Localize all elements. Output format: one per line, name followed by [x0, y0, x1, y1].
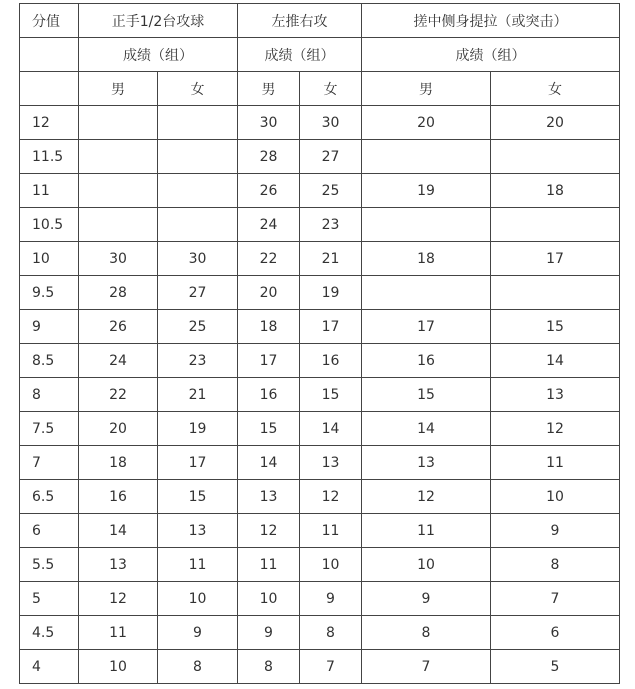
- cell-event3-male: 9: [362, 582, 491, 616]
- cell-event1-female: 10: [158, 582, 238, 616]
- cell-score: 10.5: [20, 208, 79, 242]
- cell-event3-female: 8: [491, 548, 620, 582]
- cell-event2-female: 30: [300, 106, 362, 140]
- cell-score: 6: [20, 514, 79, 548]
- cell-event1-male: 28: [79, 276, 158, 310]
- cell-event2-female: 7: [300, 650, 362, 684]
- cell-event3-male: 17: [362, 310, 491, 344]
- cell-event1-male: 10: [79, 650, 158, 684]
- table-row: [20, 310, 620, 344]
- cell-event2-female: 16: [300, 344, 362, 378]
- header-female-event3: 女: [491, 72, 620, 106]
- cell-event2-male: 24: [238, 208, 300, 242]
- header-event-forehand-half-table: 正手1/2台攻球: [79, 4, 238, 38]
- table-row: [20, 208, 620, 242]
- header-row-events: [20, 4, 620, 38]
- header-event-push-attack: 左推右攻: [238, 4, 362, 38]
- cell-event3-male: 15: [362, 378, 491, 412]
- cell-event1-female: 30: [158, 242, 238, 276]
- cell-event2-female: 10: [300, 548, 362, 582]
- cell-event3-male: 12: [362, 480, 491, 514]
- cell-event2-female: 14: [300, 412, 362, 446]
- cell-event3-female: 11: [491, 446, 620, 480]
- cell-event3-male: 13: [362, 446, 491, 480]
- cell-event1-male: 11: [79, 616, 158, 650]
- cell-event2-male: 11: [238, 548, 300, 582]
- cell-event3-male: 19: [362, 174, 491, 208]
- cell-event2-female: 9: [300, 582, 362, 616]
- cell-score: 4.5: [20, 616, 79, 650]
- cell-score: 12: [20, 106, 79, 140]
- cell-event3-female: 13: [491, 378, 620, 412]
- table-row: [20, 446, 620, 480]
- header-female-event2: 女: [300, 72, 362, 106]
- cell-event2-female: 8: [300, 616, 362, 650]
- cell-event1-male: 22: [79, 378, 158, 412]
- cell-event2-male: 15: [238, 412, 300, 446]
- table-row: [20, 616, 620, 650]
- cell-event1-female: 23: [158, 344, 238, 378]
- cell-event1-female: 11: [158, 548, 238, 582]
- cell-event1-female: 17: [158, 446, 238, 480]
- header-empty-cell: [20, 72, 79, 106]
- cell-event1-male: 14: [79, 514, 158, 548]
- header-result-event3: 成绩（组）: [362, 38, 620, 72]
- cell-event3-female: 10: [491, 480, 620, 514]
- cell-event2-female: 27: [300, 140, 362, 174]
- cell-event3-female: 17: [491, 242, 620, 276]
- cell-event2-male: 30: [238, 106, 300, 140]
- cell-event1-female: 13: [158, 514, 238, 548]
- cell-event2-male: 13: [238, 480, 300, 514]
- cell-event1-female: 21: [158, 378, 238, 412]
- cell-score: 6.5: [20, 480, 79, 514]
- header-result-event2: 成绩（组）: [238, 38, 362, 72]
- cell-event2-male: 26: [238, 174, 300, 208]
- cell-event3-female: 7: [491, 582, 620, 616]
- cell-event3-female: 20: [491, 106, 620, 140]
- cell-event1-male: 20: [79, 412, 158, 446]
- table-row: [20, 650, 620, 684]
- cell-event2-male: 20: [238, 276, 300, 310]
- table-row: [20, 480, 620, 514]
- cell-event3-male: 18: [362, 242, 491, 276]
- cell-event1-male: 16: [79, 480, 158, 514]
- table-row: [20, 582, 620, 616]
- cell-event3-male: 10: [362, 548, 491, 582]
- cell-event1-male: [79, 174, 158, 208]
- table-row: [20, 106, 620, 140]
- cell-event3-female: 5: [491, 650, 620, 684]
- table-row: [20, 344, 620, 378]
- cell-event3-male: 16: [362, 344, 491, 378]
- cell-event2-male: 10: [238, 582, 300, 616]
- cell-event1-female: [158, 174, 238, 208]
- cell-event1-male: 26: [79, 310, 158, 344]
- cell-score: 9.5: [20, 276, 79, 310]
- cell-event3-male: 8: [362, 616, 491, 650]
- cell-event2-male: 17: [238, 344, 300, 378]
- cell-event3-female: 12: [491, 412, 620, 446]
- cell-event3-male: 11: [362, 514, 491, 548]
- table-row: [20, 242, 620, 276]
- cell-event2-male: 22: [238, 242, 300, 276]
- cell-event1-female: 19: [158, 412, 238, 446]
- header-male-event1: 男: [79, 72, 158, 106]
- cell-event1-male: [79, 140, 158, 174]
- cell-event3-female: [491, 276, 620, 310]
- header-result-event1: 成绩（组）: [79, 38, 238, 72]
- cell-score: 8.5: [20, 344, 79, 378]
- cell-score: 4: [20, 650, 79, 684]
- cell-event1-male: 30: [79, 242, 158, 276]
- cell-event3-female: 15: [491, 310, 620, 344]
- cell-event2-male: 28: [238, 140, 300, 174]
- cell-event3-male: 7: [362, 650, 491, 684]
- cell-event2-male: 16: [238, 378, 300, 412]
- cell-event1-male: 24: [79, 344, 158, 378]
- cell-event3-male: [362, 208, 491, 242]
- cell-event1-female: [158, 106, 238, 140]
- cell-event1-male: [79, 208, 158, 242]
- header-male-event2: 男: [238, 72, 300, 106]
- cell-event3-male: 14: [362, 412, 491, 446]
- table-header: [20, 4, 620, 106]
- header-male-event3: 男: [362, 72, 491, 106]
- cell-score: 5.5: [20, 548, 79, 582]
- cell-event1-male: 18: [79, 446, 158, 480]
- cell-event2-female: 17: [300, 310, 362, 344]
- cell-event2-female: 12: [300, 480, 362, 514]
- cell-score: 5: [20, 582, 79, 616]
- cell-event2-female: 11: [300, 514, 362, 548]
- table-row: [20, 276, 620, 310]
- cell-event3-male: [362, 140, 491, 174]
- table-row: [20, 140, 620, 174]
- cell-event1-male: 13: [79, 548, 158, 582]
- cell-event3-female: 18: [491, 174, 620, 208]
- cell-event1-female: 8: [158, 650, 238, 684]
- table-row: [20, 548, 620, 582]
- scoring-table: [19, 3, 620, 684]
- cell-event1-female: [158, 140, 238, 174]
- header-row-gender: [20, 72, 620, 106]
- cell-score: 11.5: [20, 140, 79, 174]
- cell-score: 10: [20, 242, 79, 276]
- cell-event1-female: 27: [158, 276, 238, 310]
- cell-score: 9: [20, 310, 79, 344]
- cell-event2-female: 23: [300, 208, 362, 242]
- cell-event2-female: 15: [300, 378, 362, 412]
- cell-event3-female: 6: [491, 616, 620, 650]
- cell-score: 11: [20, 174, 79, 208]
- cell-event2-female: 13: [300, 446, 362, 480]
- cell-event2-male: 12: [238, 514, 300, 548]
- cell-event1-female: [158, 208, 238, 242]
- cell-event2-male: 18: [238, 310, 300, 344]
- cell-event2-female: 19: [300, 276, 362, 310]
- cell-event2-male: 9: [238, 616, 300, 650]
- table-row: [20, 514, 620, 548]
- cell-event3-female: 9: [491, 514, 620, 548]
- cell-score: 7.5: [20, 412, 79, 446]
- cell-event3-male: 20: [362, 106, 491, 140]
- header-row-result: [20, 38, 620, 72]
- cell-event1-female: 15: [158, 480, 238, 514]
- cell-event1-female: 9: [158, 616, 238, 650]
- table-row: [20, 378, 620, 412]
- cell-event3-female: [491, 140, 620, 174]
- cell-event2-female: 21: [300, 242, 362, 276]
- cell-event2-male: 14: [238, 446, 300, 480]
- cell-event3-female: [491, 208, 620, 242]
- cell-event1-female: 25: [158, 310, 238, 344]
- header-female-event1: 女: [158, 72, 238, 106]
- header-score: 分值: [20, 4, 79, 38]
- table-body: [20, 106, 620, 684]
- cell-event3-male: [362, 276, 491, 310]
- cell-score: 8: [20, 378, 79, 412]
- cell-event2-male: 8: [238, 650, 300, 684]
- cell-event1-male: [79, 106, 158, 140]
- table-row: [20, 174, 620, 208]
- cell-event1-male: 12: [79, 582, 158, 616]
- cell-score: 7: [20, 446, 79, 480]
- table-row: [20, 412, 620, 446]
- cell-event3-female: 14: [491, 344, 620, 378]
- header-empty-cell: [20, 38, 79, 72]
- cell-event2-female: 25: [300, 174, 362, 208]
- header-event-chop-side-lift: 搓中侧身提拉（或突击）: [362, 4, 620, 38]
